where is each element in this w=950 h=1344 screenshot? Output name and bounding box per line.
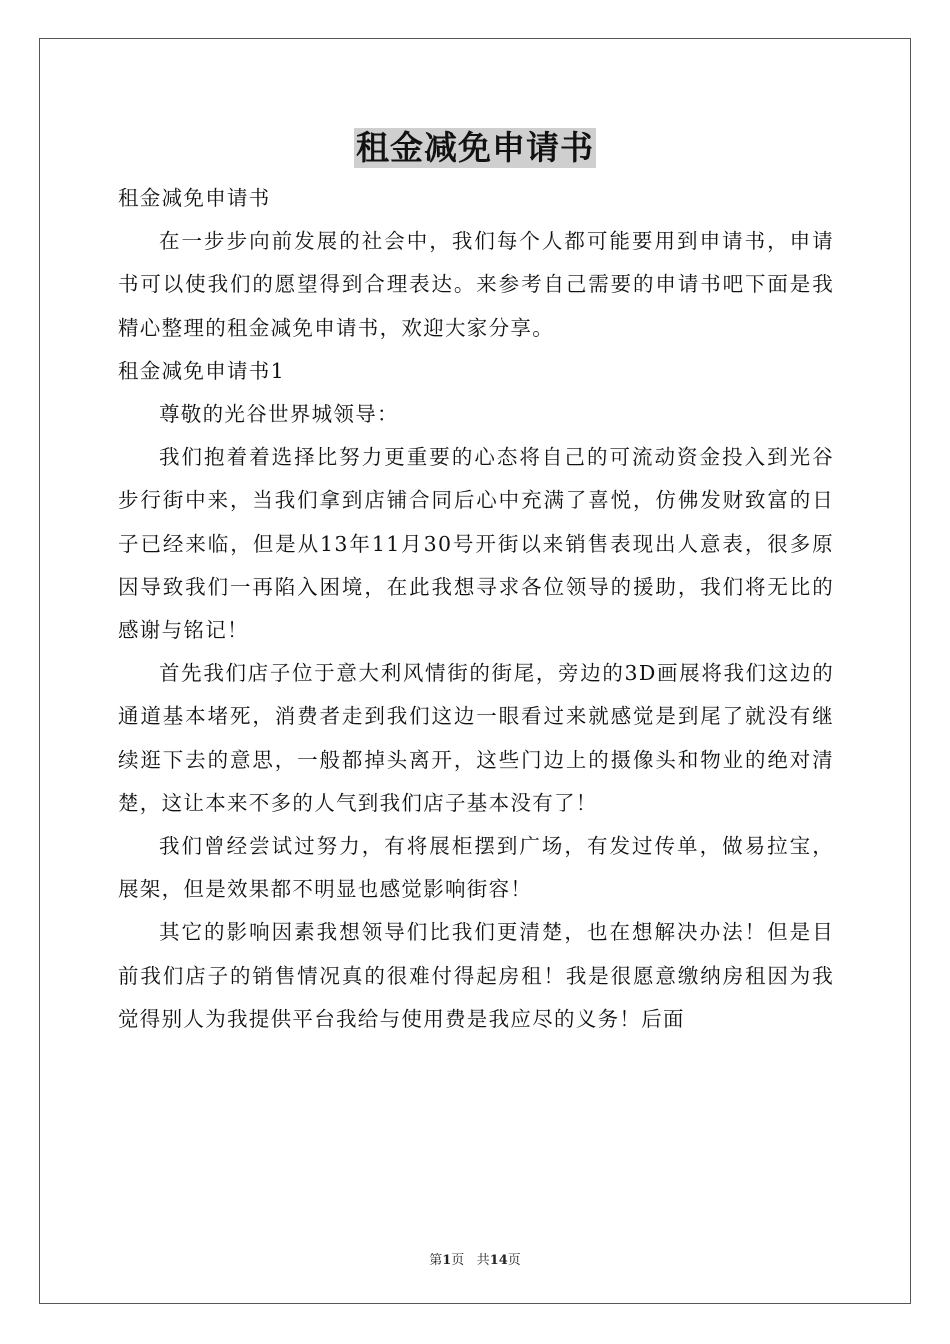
- section-heading: 租金减免申请书1: [118, 358, 285, 383]
- footer-page-number: 1: [442, 1253, 452, 1268]
- footer-prefix: 第: [429, 1253, 443, 1268]
- body-paragraph: 其它的影响因素我想领导们比我们更清楚，也在想解决办法！但是目前我们店子的销售情况真的很难付得起房租！我是很愿意缴纳房租因为我觉得别人为我提供平台我给与使用费是我应尽的义务！后面: [118, 920, 834, 1031]
- footer-total-suffix: 页: [507, 1253, 521, 1268]
- body-paragraph: 我们曾经尝试过努力，有将展柜摆到广场，有发过传单，做易拉宝，展架，但是效果都不明显也感觉影响街容！: [118, 834, 834, 902]
- body-paragraph: 首先我们店子位于意大利风情街的街尾，旁边的3D画展将我们这边的通道基本堵死，消费者走到我们这边一眼看过来就感觉是到尾了就没有继续逛下去的意思，一般都掉头离开，这些门边上的摄像头和物业的绝对清楚，这让本来不多的人气到我们店子基本没有了！: [118, 661, 834, 815]
- document-body: [118, 177, 834, 1041]
- footer-page-suffix: 页: [451, 1253, 465, 1268]
- footer-total-prefix: 共: [476, 1253, 490, 1268]
- intro-paragraph: 在一步步向前发展的社会中，我们每个人都可能要用到申请书，申请书可以使我们的愿望得到合理表达。来参考自己需要的申请书吧下面是我精心整理的租金减免申请书，欢迎大家分享。: [118, 229, 834, 340]
- salutation: 尊敬的光谷世界城领导：: [159, 401, 399, 426]
- body-paragraph: 我们抱着着选择比努力更重要的心态将自己的可流动资金投入到光谷步行街中来，当我们拿到店铺合同后心中充满了喜悦，仿佛发财致富的日子已经来临，但是从13年11月30号开街以来销售表现出人意表，很多原因导致我们一再陷入困境，在此我想寻求各位领导的援助，我们将无比的感谢与铭记！: [118, 445, 834, 642]
- title-area: [0, 128, 950, 168]
- document-subtitle: 租金减免申请书: [118, 186, 271, 210]
- footer-total-pages: 14: [489, 1253, 508, 1268]
- page-footer: [0, 1249, 950, 1268]
- document-title: 租金减免申请书: [356, 128, 594, 167]
